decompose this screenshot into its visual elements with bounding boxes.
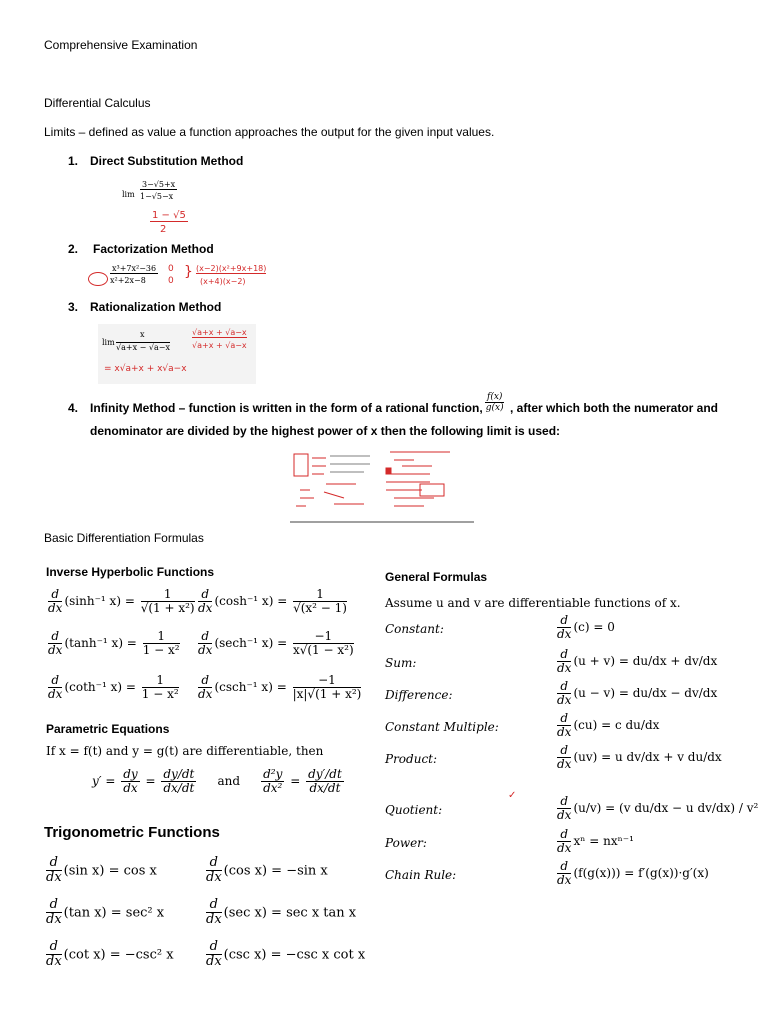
- general-formula-constant: $\frac{d}{dx}$ (c) = 0: [557, 613, 615, 642]
- method-4-number: 4.: [68, 401, 79, 415]
- inv-hyp-row-4: $\frac{d}{dx}$ (sech⁻¹ x) = $\frac{-1}{\text{x√(1 − x²)}}$: [198, 629, 354, 658]
- general-intro: Assume u and v are differentiable functions of x.: [385, 596, 681, 610]
- ex2-hw-zero-top: 0: [168, 264, 174, 274]
- limits-definition: Limits – defined as value a function approaches the output for the given input values.: [44, 125, 495, 139]
- ex3-hw-top: √a+x + √a−x: [192, 328, 247, 337]
- ex2-den: x²+2x−8: [110, 276, 146, 285]
- general-label-power: Power:: [385, 836, 427, 850]
- tanh-inv-den: 1 − x²: [142, 643, 180, 658]
- inverse-hyperbolic-title: Inverse Hyperbolic Functions: [46, 565, 215, 579]
- d-num: d: [48, 674, 62, 688]
- method-2-number: 2.: [68, 242, 79, 256]
- dx-den: dx: [46, 954, 62, 970]
- param-and: and: [217, 774, 241, 789]
- tanh-inv: tanh⁻¹ x: [69, 636, 119, 651]
- d-num: d: [198, 630, 212, 644]
- infinity-frac-num: f(x): [487, 392, 503, 402]
- inv-hyp-row-5: $\frac{d}{dx}$ (coth⁻¹ x) = $\frac{1}{\text{1 − x²}}$: [48, 673, 179, 702]
- section-heading-calculus: Differential Calculus: [44, 96, 151, 110]
- general-label-constant: Constant:: [385, 622, 444, 636]
- d-num: d: [46, 940, 62, 955]
- method-3-label: Rationalization Method: [90, 300, 222, 314]
- general-title: General Formulas: [385, 570, 488, 584]
- example-3-image: [98, 324, 256, 384]
- stray-pen-mark: ✓: [508, 790, 517, 801]
- example-1-image: [120, 178, 200, 238]
- example-2-image: [88, 262, 278, 292]
- trig-title: Trigonometric Functions: [44, 824, 220, 841]
- d-num: d: [46, 898, 62, 913]
- cos-derivative: (cos x) = −sin x: [223, 863, 328, 879]
- sech-inv-num: −1: [293, 630, 354, 644]
- general-label-sum: Sum:: [385, 656, 417, 670]
- general-label-quotient: Quotient:: [385, 803, 443, 817]
- dx-den: dx: [46, 870, 62, 886]
- constant-formula: (c) = 0: [573, 620, 615, 635]
- trig-row-1a: [44, 856, 157, 886]
- dx-den: dx: [206, 954, 222, 970]
- tanh-inv-num: 1: [143, 630, 180, 644]
- ex1-hw-num: 1 − √5: [152, 210, 186, 221]
- trig-row-3a: [44, 940, 174, 970]
- trig-row-2a: [44, 898, 164, 928]
- d-num: d: [206, 856, 222, 871]
- product-formula: (uv) = u dv/dx + v du/dx: [573, 750, 722, 765]
- ex3-hw-bottom-frac: √a+x + √a−x: [192, 341, 247, 350]
- sec-derivative: (sec x) = sec x tan x: [223, 905, 357, 921]
- ex3-den: √a+x − √a−x: [116, 343, 170, 352]
- method-1-number: 1.: [68, 154, 79, 168]
- ex3-hw-bottom: = x√a+x + x√a−x: [104, 364, 187, 374]
- ex2-hw-zero-bottom: 0: [168, 276, 174, 286]
- parametric-text: If x = f(t) and y = g(t) are differentiable, then: [46, 744, 324, 758]
- general-label-chain-rule: Chain Rule:: [385, 868, 457, 882]
- ex3-num: x: [140, 330, 145, 339]
- parametric-title: Parametric Equations: [46, 722, 170, 736]
- chain-rule-formula: (f(g(x))) = f′(g(x))·g′(x): [573, 866, 709, 881]
- dx-den: dx: [48, 643, 63, 658]
- d-num: d: [206, 898, 222, 913]
- d-num: d: [198, 588, 212, 602]
- dx-den: dx: [206, 870, 222, 886]
- dx-den: dx: [46, 912, 62, 928]
- inv-hyp-row-6: $\frac{d}{dx}$ (csch⁻¹ x) = $\frac{-1}{\text{|x|√(1 + x²)}}$: [198, 673, 362, 702]
- sinh-inv: sinh⁻¹ x: [69, 594, 117, 609]
- dx-den: dx: [198, 687, 213, 702]
- difference-formula: (u − v) = du/dx − dv/dx: [573, 686, 718, 701]
- ex3-lim: lim: [102, 338, 115, 347]
- d-num: d: [48, 588, 62, 602]
- ex1-lim: lim: [122, 190, 135, 199]
- method-4-after: , after which both the numerator and: [510, 401, 719, 415]
- general-formula-constant-multiple: $\frac{d}{dx}$ (cu) = c du/dx: [557, 711, 660, 740]
- doc-title: Comprehensive Examination: [44, 38, 198, 52]
- dx-den: dx: [206, 912, 222, 928]
- ex1-den: 1−√5−x: [140, 192, 174, 201]
- sech-inv-den: x√(1 − x²): [292, 643, 354, 658]
- ex2-brace: }: [184, 264, 193, 280]
- d-num: d: [48, 630, 62, 644]
- parametric-formula: y′ = $\frac{dy}{dx}$ = $\frac{dy/dt}{dx/dt}$ and $\frac{\text{d²y}}{\text{dx²}}$ = $\frac{dy'/dt}{dx/dt}$: [92, 767, 342, 796]
- general-formula-quotient: $\frac{d}{dx}$ (u/v) = (v du/dx − u dv/dx) / v²: [557, 794, 759, 823]
- method-4-line2: denominator are divided by the highest power of x then the following limit is used:: [90, 424, 561, 438]
- csch-inv: csch⁻¹ x: [219, 680, 269, 695]
- sum-formula: (u + v) = du/dx + dv/dx: [573, 654, 718, 669]
- sinh-inv-num: 1: [141, 588, 195, 602]
- example-4-image: [290, 448, 474, 524]
- general-formula-sum: $\frac{d}{dx}$ (u + v) = du/dx + dv/dx: [557, 647, 718, 676]
- general-label-difference: Difference:: [385, 688, 453, 702]
- inv-hyp-row-2: $\frac{d}{dx}$ (cosh⁻¹ x) = $\frac{1}{\text{√(x² − 1)}}$: [198, 587, 347, 616]
- method-1-label: Direct Substitution Method: [90, 154, 244, 168]
- dx-den: dx: [48, 687, 63, 702]
- d-num: d: [206, 940, 222, 955]
- ex1-num: 3−√5+x: [142, 180, 176, 189]
- ex2-num: x³+7x²−36: [112, 264, 157, 273]
- cot-derivative: (cot x) = −csc² x: [63, 947, 174, 963]
- inv-hyp-row-3: $\frac{d}{dx}$ (tanh⁻¹ x) = $\frac{1}{\text{1 − x²}}$: [48, 629, 180, 658]
- method-3-number: 3.: [68, 300, 79, 314]
- sinh-inv-den: √(1 + x²): [140, 601, 195, 616]
- cosh-inv: cosh⁻¹ x: [219, 594, 269, 609]
- quotient-formula: (u/v) = (v du/dx − u dv/dx) / v²: [573, 801, 759, 816]
- coth-inv: coth⁻¹ x: [69, 680, 118, 695]
- power-formula: xⁿ = nxⁿ⁻¹: [573, 834, 634, 849]
- cosh-inv-den: √(x² − 1): [293, 601, 347, 616]
- ex1-hw-den: 2: [160, 224, 167, 235]
- dx-den: dx: [198, 601, 213, 616]
- trig-row-1b: [204, 856, 328, 886]
- csch-inv-num: −1: [293, 674, 362, 688]
- infinity-frac-den: g(x): [485, 403, 504, 413]
- csc-derivative: (csc x) = −csc x cot x: [223, 947, 366, 963]
- sin-derivative: (sin x) = cos x: [63, 863, 157, 879]
- method-2-label: Factorization Method: [93, 242, 214, 256]
- section-heading-basic: Basic Differentiation Formulas: [44, 531, 204, 545]
- general-label-product: Product:: [385, 752, 438, 766]
- ex2-hw-b: (x+4)(x−2): [200, 277, 246, 286]
- cosh-inv-num: 1: [293, 588, 347, 602]
- d-num: d: [198, 674, 212, 688]
- general-label-constant-multiple: Constant Multiple:: [385, 720, 499, 734]
- trig-row-3b: [204, 940, 365, 970]
- infinity-fraction: [485, 392, 504, 413]
- trig-row-2b: [204, 898, 356, 928]
- csch-inv-den: |x|√(1 + x²): [292, 687, 362, 702]
- general-formula-chain-rule: $\frac{d}{dx}$ (f(g(x))) = f′(g(x))·g′(x): [557, 859, 709, 888]
- coth-inv-den: 1 − x²: [141, 687, 179, 702]
- method-4-label: Infinity Method – function is written in the form of a rational function,: [90, 401, 483, 415]
- dx-den: dx: [198, 643, 213, 658]
- general-formula-difference: $\frac{d}{dx}$ (u − v) = du/dx − dv/dx: [557, 679, 718, 708]
- sech-inv: sech⁻¹ x: [219, 636, 269, 651]
- d-num: d: [46, 856, 62, 871]
- coth-inv-num: 1: [142, 674, 179, 688]
- ex2-circle: [88, 272, 108, 286]
- inv-hyp-row-1: $\frac{d}{dx}$ (sinh⁻¹ x) = $\frac{1}{\text{√(1 + x²)}}$: [48, 587, 195, 616]
- general-formula-power: $\frac{d}{dx}$ xⁿ = nxⁿ⁻¹: [557, 827, 634, 856]
- tan-derivative: (tan x) = sec² x: [63, 905, 165, 921]
- ex2-hw-a: (x−2)(x²+9x+18): [196, 264, 267, 273]
- general-formula-product: $\frac{d}{dx}$ (uv) = u dv/dx + v du/dx: [557, 743, 722, 772]
- constant-multiple-formula: (cu) = c du/dx: [573, 718, 660, 733]
- dx-den: dx: [48, 601, 63, 616]
